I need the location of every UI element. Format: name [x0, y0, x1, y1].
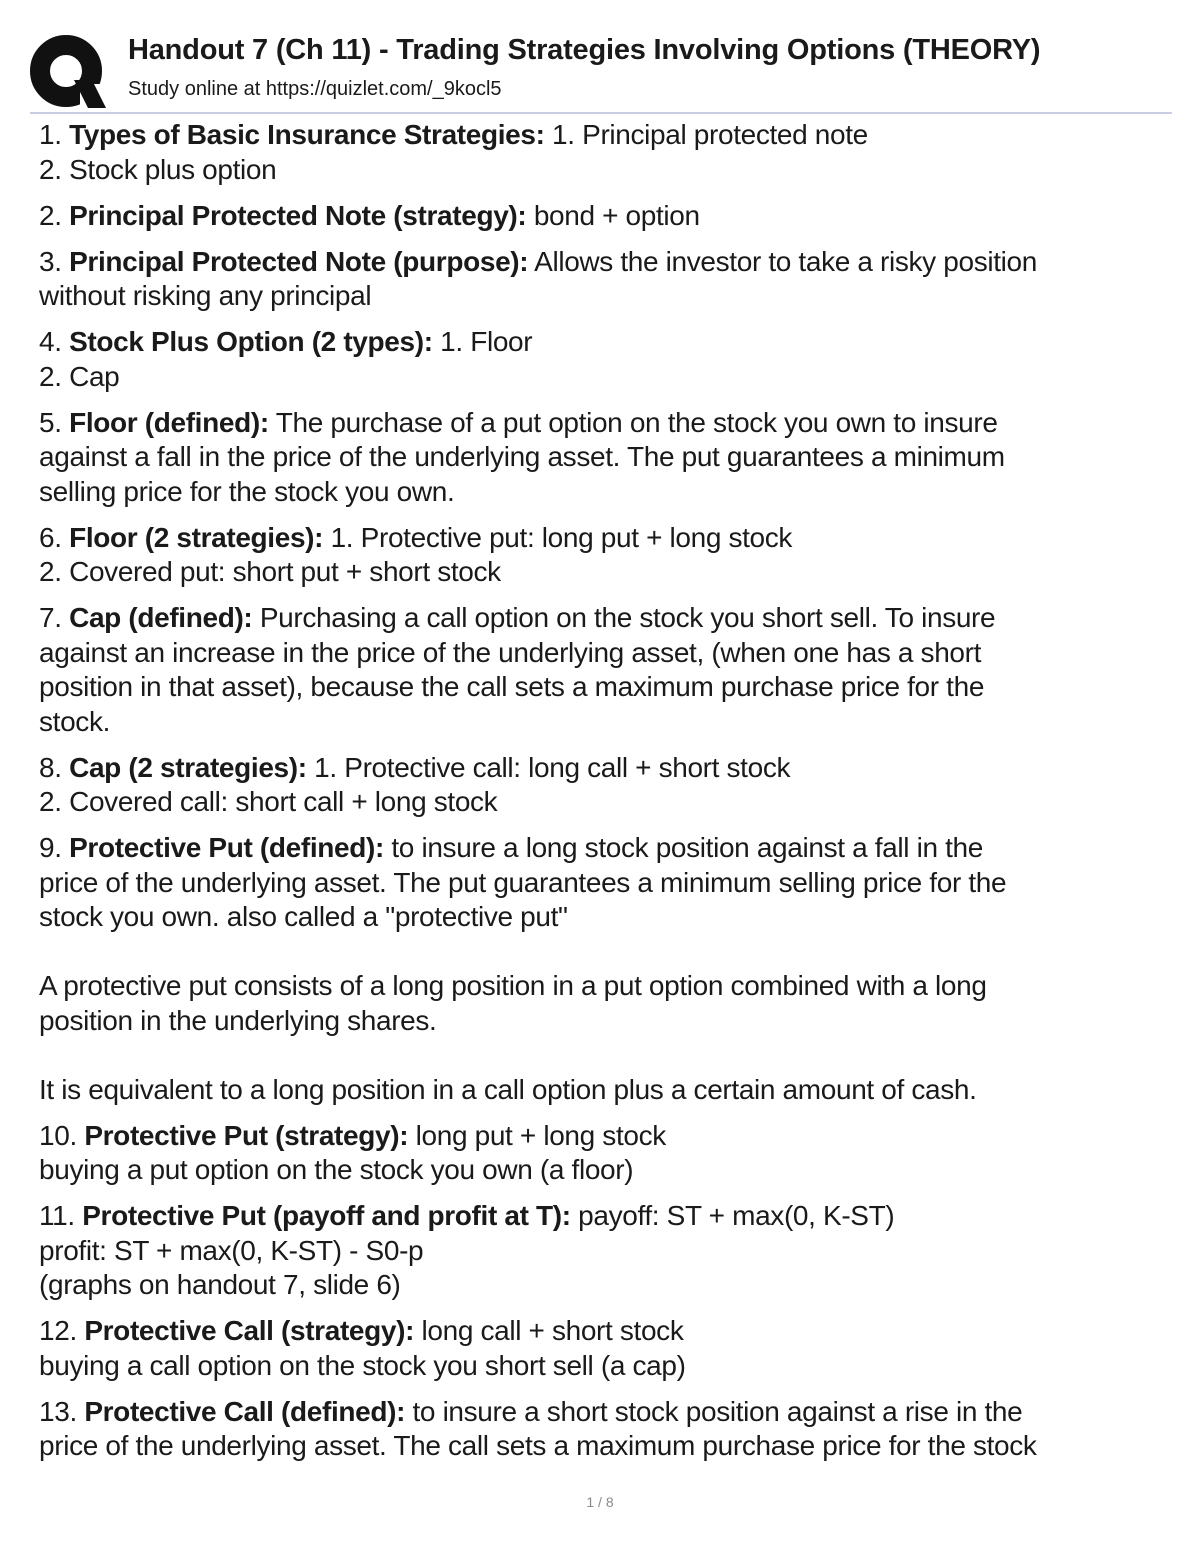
item-definition-text: long call + short stock — [421, 1315, 684, 1346]
item-definition-text: price of the underlying asset. The put guarantees a minimum selling price for the — [39, 866, 1007, 898]
item-line — [39, 325, 1167, 360]
item-line — [39, 555, 1167, 590]
item-term: Stock Plus Option (2 types): — [69, 326, 433, 357]
item-number: 12. — [39, 1315, 77, 1346]
item-line — [39, 440, 1167, 475]
item-line — [39, 360, 1167, 395]
item-definition-text: buying a call option on the stock you short sell (a cap) — [39, 1349, 686, 1381]
item-definition-text: Purchasing a call option on the stock you short sell. To insure — [259, 602, 996, 633]
item-definition-text: bond + option — [533, 199, 700, 231]
item-definition-text: 2. Cap — [39, 360, 120, 392]
item-definition-text: buying a put option on the stock you own (a floor) — [39, 1154, 634, 1185]
flashcard-item — [39, 831, 1167, 1107]
document-header — [30, 26, 1172, 114]
item-line — [39, 1199, 1167, 1234]
item-line — [39, 1004, 1167, 1039]
item-term: Floor (defined): — [69, 406, 269, 438]
item-number: 5. — [39, 406, 62, 438]
item-definition-text: 1. Protective call: long call + short stock — [314, 751, 791, 783]
item-definition-text: stock. — [39, 705, 111, 737]
item-term: Cap (2 strategies): — [69, 751, 307, 783]
item-definition-text: 2. Stock plus option — [39, 153, 277, 185]
flashcard-item — [39, 245, 1167, 314]
item-number: 1. — [39, 119, 62, 150]
item-definition-text: 2. Covered call: short call + long stock — [39, 786, 498, 817]
page-number: 1 / 8 — [586, 1494, 614, 1510]
item-definition-text: Allows the investor to take a risky position — [534, 245, 1037, 277]
item-definition-text: 1. Protective put: long put + long stock — [330, 521, 793, 553]
flashcard-item — [39, 325, 1167, 394]
item-definition-text: profit: ST + max(0, K-ST) - S0-p — [39, 1234, 424, 1266]
item-line — [39, 785, 1167, 820]
item-definition-text: selling price for the stock you own. — [39, 475, 455, 507]
flashcard-item — [39, 1395, 1167, 1464]
item-line — [39, 1268, 1167, 1303]
item-line — [39, 1429, 1167, 1464]
item-line — [39, 636, 1167, 671]
item-definition-text: against an increase in the price of the underlying asset, (when one has a short — [39, 636, 982, 668]
item-definition-text: long put + long stock — [415, 1119, 666, 1151]
flashcard-item — [39, 601, 1167, 739]
item-number: 2. — [39, 199, 62, 231]
item-line — [39, 1073, 1167, 1108]
item-line — [39, 705, 1167, 740]
item-term: Floor (2 strategies): — [69, 521, 324, 553]
item-number: 7. — [39, 602, 62, 633]
flashcard-item — [39, 751, 1167, 820]
quizlet-q-logo — [30, 34, 108, 112]
item-definition-text: price of the underlying asset. The call sets a maximum purchase price for the stock — [39, 1430, 1037, 1461]
item-line — [39, 1314, 1167, 1349]
item-definition-text: to insure a long stock position against a fall in the — [391, 832, 983, 863]
item-definition-text: without risking any principal — [39, 280, 372, 311]
flashcard-item — [39, 1119, 1167, 1188]
item-definition-text: stock you own. also called a "protective put" — [39, 901, 568, 932]
item-number: 9. — [39, 832, 62, 863]
item-line — [39, 118, 1167, 153]
item-definition-text: position in the underlying shares. — [39, 1004, 437, 1036]
item-line — [39, 1395, 1167, 1430]
item-term: Protective Put (strategy): — [84, 1119, 409, 1151]
item-number: 13. — [39, 1395, 77, 1427]
blank-line — [39, 1038, 1167, 1073]
document-title: Handout 7 (Ch 11) - Trading Strategies Involving Options (THEORY) — [128, 34, 1041, 66]
flashcard-item — [39, 521, 1167, 590]
item-number: 8. — [39, 751, 62, 783]
item-line — [39, 406, 1167, 441]
item-line — [39, 1234, 1167, 1269]
item-line — [39, 831, 1167, 866]
item-line — [39, 751, 1167, 786]
item-term: Protective Put (defined): — [69, 832, 384, 863]
item-term: Types of Basic Insurance Strategies: — [69, 119, 545, 150]
item-definition-text: position in that asset), because the call sets a maximum purchase price for the — [39, 671, 985, 702]
item-definition-text: payoff: ST + max(0, K-ST) — [578, 1200, 895, 1231]
flashcard-item — [39, 1199, 1167, 1303]
item-definition-text: A protective put consists of a long position in a put option combined with a long — [39, 970, 987, 1001]
item-line — [39, 279, 1167, 314]
study-link[interactable]: Study online at https://quizlet.com/_9kocl5 — [128, 78, 502, 100]
item-definition-text: (graphs on handout 7, slide 6) — [39, 1269, 401, 1300]
item-line — [39, 199, 1167, 234]
item-number: 3. — [39, 245, 62, 277]
item-term: Protective Put (payoff and profit at T): — [82, 1200, 571, 1231]
item-term: Cap (defined): — [69, 602, 253, 633]
item-number: 6. — [39, 521, 62, 553]
item-line — [39, 153, 1167, 188]
item-line — [39, 1349, 1167, 1384]
item-line — [39, 601, 1167, 636]
item-line — [39, 1119, 1167, 1154]
item-term: Principal Protected Note (strategy): — [69, 199, 527, 231]
flashcard-item — [39, 1314, 1167, 1383]
item-line — [39, 670, 1167, 705]
item-line — [39, 245, 1167, 280]
item-definition-text: 2. Covered put: short put + short stock — [39, 556, 501, 587]
item-definition-text: to insure a short stock position against a rise in the — [412, 1395, 1023, 1427]
item-number: 4. — [39, 326, 62, 357]
item-definition-text: 1. Floor — [440, 326, 533, 357]
item-definition-text: against a fall in the price of the underlying asset. The put guarantees a minimum — [39, 441, 1005, 472]
item-line — [39, 866, 1167, 901]
item-definition-text: It is equivalent to a long position in a call option plus a certain amount of cash. — [39, 1073, 977, 1105]
item-line — [39, 900, 1167, 935]
item-line — [39, 969, 1167, 1004]
item-term: Protective Call (defined): — [84, 1395, 406, 1427]
flashcard-item — [39, 406, 1167, 510]
item-number: 11. — [39, 1200, 75, 1231]
flashcard-item — [39, 118, 1167, 187]
blank-line — [39, 935, 1167, 970]
item-definition-text: 1. Principal protected note — [552, 119, 868, 150]
flashcard-item — [39, 199, 1167, 234]
item-definition-text: The purchase of a put option on the stock you own to insure — [275, 406, 998, 438]
item-term: Protective Call (strategy): — [84, 1315, 415, 1346]
item-line — [39, 1153, 1167, 1188]
item-number: 10. — [39, 1119, 77, 1151]
item-term: Principal Protected Note (purpose): — [69, 245, 529, 277]
item-line — [39, 521, 1167, 556]
flashcard-list — [39, 118, 1167, 1475]
item-line — [39, 475, 1167, 510]
